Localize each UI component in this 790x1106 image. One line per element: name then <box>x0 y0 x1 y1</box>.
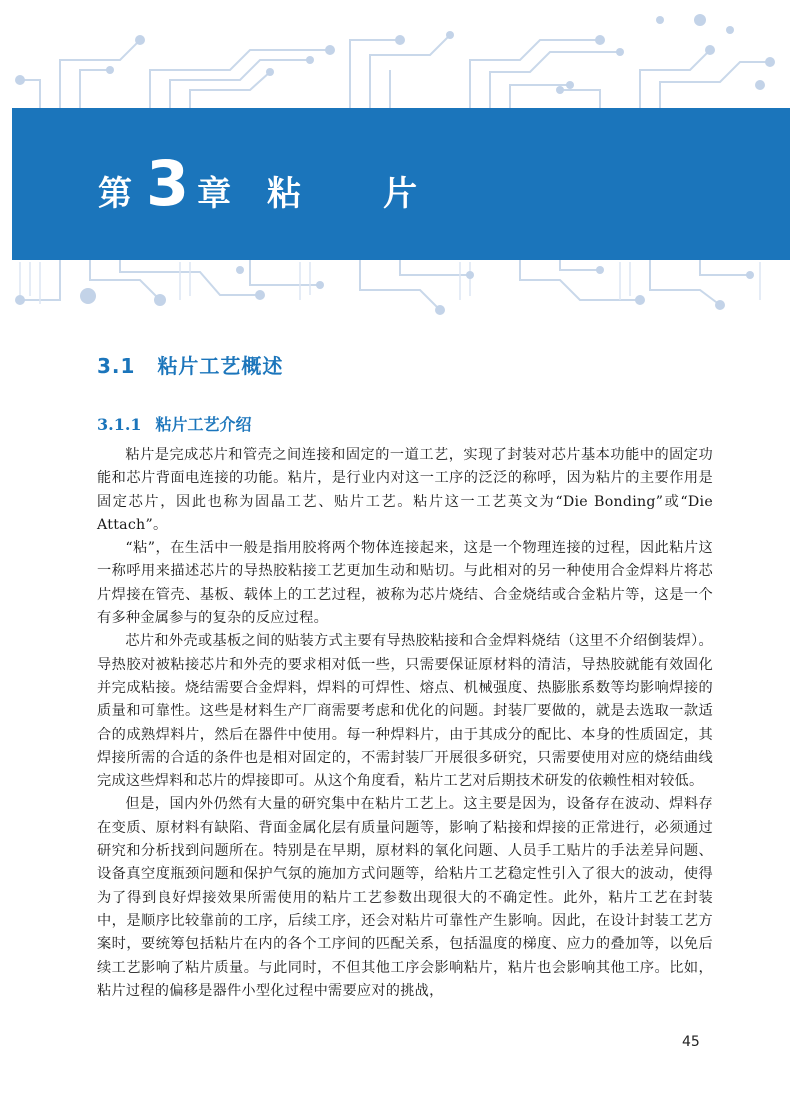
paragraph: “粘”，在生活中一般是指用胶将两个物体连接起来，这是一个物理连接的过程，因此粘片这一称呼用来描述芯片的导热胶粘接工艺更加生动和贴切。与此相对的另一种使用合金焊料片将芯片焊接在管壳、基板、载体上的工艺过程，被称为芯片烧结、合金烧结或合金粘片等，这是一个有多种金属参与的复杂的反应过程。 <box>97 540 713 627</box>
section-title: 粘片工艺概述 <box>157 354 284 378</box>
paragraph: 但是，国内外仍然有大量的研究集中在粘片工艺上。这主要是因为，设备存在波动、焊料存在变质、原材料有缺陷、背面金属化层有质量问题等，影响了粘接和焊接的正常进行，必须通过研究和分析找到问题所在。特别是在早期，原材料的氧化问题、人员手工贴片的手法差异问题、设备真空度瓶颈问题和保护气氛的施加方式问题等，给粘片工艺稳定性引入了很大的波动，使得为了得到良好焊接效果所需使用的粘片工艺参数出现很大的不确定性。此外，粘片工艺在封装中，是顺序比较靠前的工序，后续工序，还会对粘片可靠性产生影响。因此，在设计封装工艺方案时，要统筹包括粘片在内的各个工序间的匹配关系，包括温度的梯度、应力的叠加等，以免后续工艺影响了粘片质量。与此同时，不但其他工序会影响粘片，粘片也会影响其他工序。比如，粘片过程的偏移是器件小型化过程中需要应对的挑战， <box>97 796 713 999</box>
chapter-number: 3 <box>146 147 190 220</box>
subsection-title: 粘片工艺介绍 <box>155 415 252 434</box>
section-heading <box>97 350 283 379</box>
chapter-suffix: 章 <box>197 173 234 214</box>
chapter-prefix: 第 <box>98 173 134 214</box>
chapter-title <box>98 147 500 230</box>
body-text <box>97 444 713 1003</box>
page-number: 45 <box>682 1034 700 1050</box>
chapter-name: 粘片 <box>267 173 500 214</box>
subsection-heading <box>97 412 252 435</box>
subsection-number: 3.1.1 <box>97 415 142 434</box>
paragraph: 芯片和外壳或基板之间的贴装方式主要有导热胶粘接和合金焊料烧结（这里不介绍倒装焊）。导热胶对被粘接芯片和外壳的要求相对低一些，只需要保证原材料的清洁，导热胶就能有效固化并完成粘接。烧结需要合金焊料，焊料的可焊性、熔点、机械强度、热膨胀系数等均影响焊接的质量和可靠性。这些是材料生产厂商需要考虑和优化的问题。封装厂要做的，就是去选取一款适合的成熟焊料片，然后在器件中使用。每一种焊料片，由于其成分的配比、本身的性质固定，其焊接所需的合适的条件也是相对固定的，不需封装厂开展很多研究，只需要使用对应的烧结曲线完成这些焊料和芯片的焊接即可。从这个角度看，粘片工艺对后期技术研发的依赖性相对较低。 <box>97 633 713 790</box>
section-number: 3.1 <box>97 354 136 378</box>
paragraph: 粘片是完成芯片和管壳之间连接和固定的一道工艺，实现了封装对芯片基本功能中的固定功能和芯片背面电连接的功能。粘片，是行业内对这一工序的泛泛的称呼，因为粘片的主要作用是固定芯片，因此也称为固晶工艺、贴片工艺。粘片这一工艺英文为“Die Bonding”或“Die Attach”。 <box>97 447 713 533</box>
